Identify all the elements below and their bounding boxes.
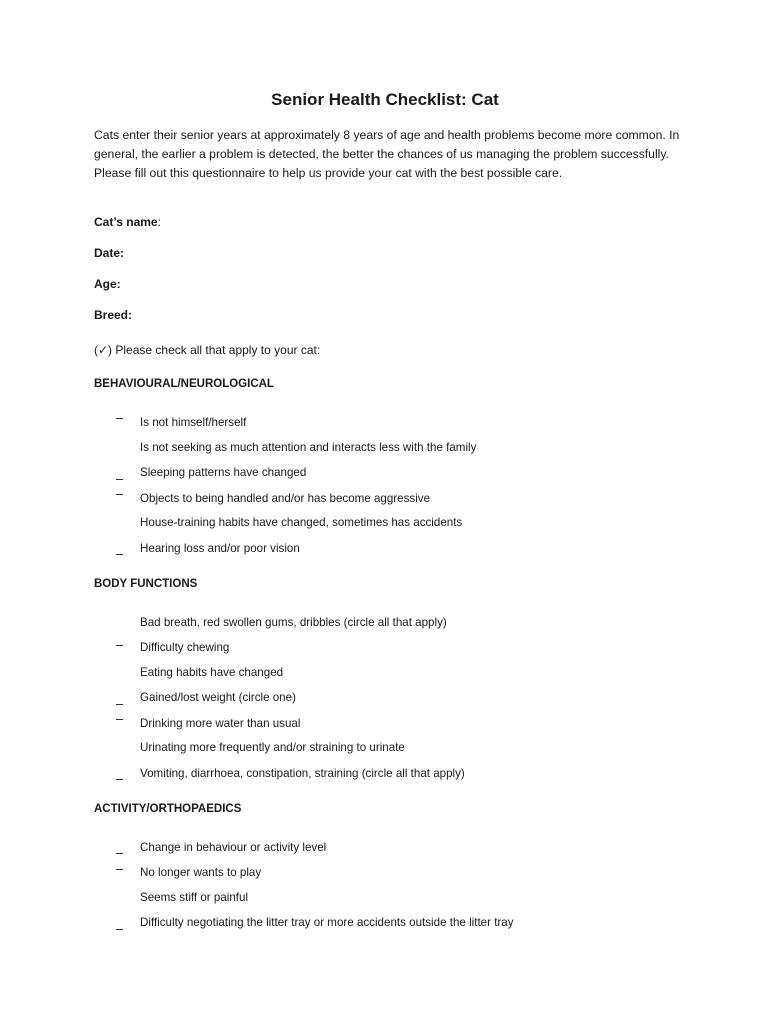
checkbox-mark[interactable] bbox=[116, 719, 123, 720]
checklist-item: Drinking more water than usual bbox=[140, 717, 301, 730]
breed-field: Breed: bbox=[94, 308, 133, 322]
checkbox-mark[interactable] bbox=[116, 779, 123, 780]
check-instruction: (✓) Please check all that apply to your cat: bbox=[94, 343, 321, 357]
checkbox-mark[interactable] bbox=[116, 704, 123, 705]
checkbox-mark[interactable] bbox=[116, 853, 123, 854]
checkbox-mark[interactable] bbox=[116, 929, 123, 930]
checkbox-mark[interactable] bbox=[116, 418, 123, 419]
checklist-item: Is not seeking as much attention and interacts less with the family bbox=[140, 441, 477, 454]
cat-name-label: Cat’s name bbox=[94, 215, 158, 229]
checklist-item: Gained/lost weight (circle one) bbox=[140, 691, 296, 704]
section-heading-body-functions: BODY FUNCTIONS bbox=[94, 578, 198, 590]
page-title: Senior Health Checklist: Cat bbox=[271, 90, 499, 109]
checkbox-mark[interactable] bbox=[116, 869, 123, 870]
checkbox-mark[interactable] bbox=[116, 554, 123, 555]
checklist-item: Sleeping patterns have changed bbox=[140, 466, 307, 479]
checkbox-mark[interactable] bbox=[116, 494, 123, 495]
checklist-item: No longer wants to play bbox=[140, 866, 262, 879]
checkbox-mark[interactable] bbox=[116, 645, 123, 646]
checklist-item: Is not himself/herself bbox=[140, 416, 247, 429]
checklist-item: Seems stiff or painful bbox=[140, 891, 249, 904]
checklist-item: Objects to being handled and/or has become aggressive bbox=[140, 492, 431, 505]
checkbox-mark[interactable] bbox=[116, 479, 123, 480]
checklist-item: Vomiting, diarrhoea, constipation, straining (circle all that apply) bbox=[140, 767, 465, 780]
cat-name-field bbox=[94, 215, 161, 229]
section-heading-activity: ACTIVITY/ORTHOPAEDICS bbox=[94, 803, 242, 815]
checklist-item: Urinating more frequently and/or straining to urinate bbox=[140, 741, 405, 754]
checklist-item: House-training habits have changed, sometimes has accidents bbox=[140, 516, 463, 529]
checklist-item: Difficulty chewing bbox=[140, 641, 230, 654]
date-field: Date: bbox=[94, 246, 125, 260]
section-heading-behavioural: BEHAVIOURAL/NEUROLOGICAL bbox=[94, 378, 274, 390]
checklist-item: Difficulty negotiating the litter tray or more accidents outside the litter tray bbox=[140, 916, 514, 929]
age-field: Age: bbox=[94, 277, 121, 291]
intro-paragraph: Cats enter their senior years at approximately 8 years of age and health problems become more common. In general, the earlier a problem is detected, the better the chances of us managing the problem successfully. Please fill out this questionnaire to help us provide your cat with the best possible care. bbox=[94, 128, 680, 180]
checklist-item: Bad breath, red swollen gums, dribbles (circle all that apply) bbox=[140, 616, 447, 629]
checklist-item: Hearing loss and/or poor vision bbox=[140, 542, 300, 555]
cat-name-colon: : bbox=[157, 215, 161, 229]
checklist-item: Eating habits have changed bbox=[140, 666, 284, 679]
checklist-item: Change in behaviour or activity level bbox=[140, 841, 327, 854]
